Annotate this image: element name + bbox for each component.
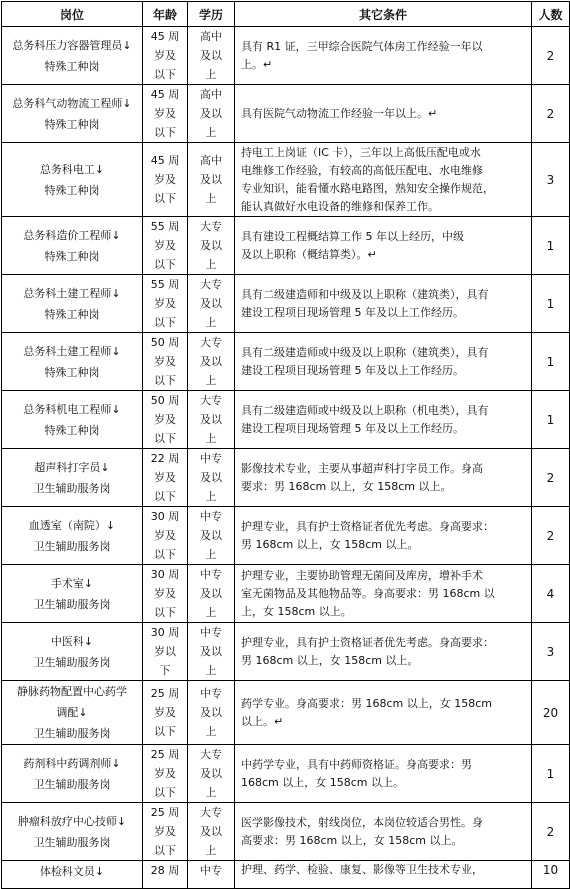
conditions-cell: 具有二级建造师和中级及以上职称（建筑类），具有 建设工程项目现场管理 5 年及以上工作经历。 xyxy=(235,275,532,333)
count-cell: 2 xyxy=(532,803,570,861)
age-cell: 30 周 岁以 下 xyxy=(143,623,188,681)
count-cell: 3 xyxy=(532,623,570,681)
education-cell: 高中 及以 上 xyxy=(188,27,235,85)
post-cell: 总务科机电工程师↓ 特殊工种岗 xyxy=(2,391,143,449)
post-cell: 血透室（南院）↓ 卫生辅助服务岗 xyxy=(2,507,143,565)
education-cell: 大专 及以 上 xyxy=(188,803,235,861)
age-cell: 45 周 岁及 以下 xyxy=(143,85,188,143)
conditions-cell: 护理专业，具有护士资格证者优先考虑。身高要求： 男 168cm 以上，女 158cm 以上。 xyxy=(235,623,532,681)
table-row xyxy=(2,507,570,565)
count-cell: 20 xyxy=(532,681,570,745)
count-cell: 10 xyxy=(532,861,570,889)
header-education: 学历 xyxy=(188,2,235,27)
table-row xyxy=(2,27,570,85)
education-cell: 大专 及以 上 xyxy=(188,217,235,275)
education-cell: 中专 及以 上 xyxy=(188,623,235,681)
age-cell: 25 周 岁及 以下 xyxy=(143,803,188,861)
education-cell: 中专 及以 上 xyxy=(188,681,235,745)
conditions-cell: 具有建设工程概结算工作 5 年以上经历，中级 及以上职称（概结算类）。↵ xyxy=(235,217,532,275)
table-body xyxy=(2,27,570,889)
table-row xyxy=(2,623,570,681)
education-cell: 中专 xyxy=(188,861,235,889)
conditions-cell: 具有二级建造师或中级及以上职称（建筑类），具有 建设工程项目现场管理 5 年及以上工作经历。 xyxy=(235,333,532,391)
conditions-cell: 药学专业。身高要求：男 168cm 以上，女 158cm 以上。↵ xyxy=(235,681,532,745)
count-cell: 3 xyxy=(532,143,570,217)
header-conditions: 其它条件 xyxy=(235,2,532,27)
age-cell: 22 周 岁及 以下 xyxy=(143,449,188,507)
age-cell: 45 周 岁及 以下 xyxy=(143,27,188,85)
conditions-cell: 护理专业，具有护士资格证者优先考虑。身高要求： 男 168cm 以上，女 158cm 以上。 xyxy=(235,507,532,565)
recruitment-table xyxy=(1,1,570,889)
count-cell: 1 xyxy=(532,217,570,275)
table-row xyxy=(2,803,570,861)
education-cell: 大专 及以 上 xyxy=(188,391,235,449)
conditions-cell: 护理专业，主要协助管理无菌间及库房，增补手术 室无菌物品及其他物品等。身高要求：男 168cm 以 上，女 158cm 以上。 xyxy=(235,565,532,623)
conditions-cell: 医学影像技术，射线岗位，本岗位较适合男性。身 高要求：男 168cm 以上，女 158cm 以上。 xyxy=(235,803,532,861)
table-row xyxy=(2,85,570,143)
education-cell: 高中 及以 上 xyxy=(188,143,235,217)
age-cell: 25 周 岁及 以下 xyxy=(143,745,188,803)
table-row xyxy=(2,745,570,803)
count-cell: 1 xyxy=(532,275,570,333)
conditions-cell: 持电工上岗证（IC 卡），三年以上高低压配电或水 电维修工作经验，有较高的高低压配电、水电维修 专业知识，能看懂水路电路图，熟知安全操作规范， 能认真做好水电设备的维修和保养工作。 xyxy=(235,143,532,217)
count-cell: 1 xyxy=(532,391,570,449)
age-cell: 45 周 岁及 以下 xyxy=(143,143,188,217)
header-age: 年龄 xyxy=(143,2,188,27)
table-row xyxy=(2,449,570,507)
table-row xyxy=(2,391,570,449)
age-cell: 25 周 岁及 以下 xyxy=(143,681,188,745)
age-cell: 30 周 岁及 以下 xyxy=(143,507,188,565)
count-cell: 2 xyxy=(532,27,570,85)
conditions-cell: 具有二级建造师或中级及以上职称（机电类），具有 建设工程项目现场管理 5 年及以上工作经历。 xyxy=(235,391,532,449)
age-cell: 50 周 岁及 以下 xyxy=(143,391,188,449)
post-cell: 静脉药物配置中心药学 调配↓ 卫生辅助服务岗 xyxy=(2,681,143,745)
education-cell: 大专 及以 上 xyxy=(188,275,235,333)
conditions-cell: 护理、药学、检验、康复、影像等卫生技术专业， xyxy=(235,861,532,889)
count-cell: 2 xyxy=(532,507,570,565)
post-cell: 肿瘤科放疗中心技师↓ 卫生辅助服务岗 xyxy=(2,803,143,861)
header-row xyxy=(2,2,570,27)
count-cell: 1 xyxy=(532,333,570,391)
post-cell: 药剂科中药调剂师↓ 卫生辅助服务岗 xyxy=(2,745,143,803)
table-row xyxy=(2,681,570,745)
table-row xyxy=(2,333,570,391)
education-cell: 大专 及以 上 xyxy=(188,745,235,803)
post-cell: 总务科土建工程师↓ 特殊工种岗 xyxy=(2,333,143,391)
conditions-cell: 影像技术专业，主要从事超声科打字员工作。身高 要求：男 168cm 以上，女 158cm 以上。 xyxy=(235,449,532,507)
education-cell: 中专 及以 上 xyxy=(188,507,235,565)
age-cell: 55 周 岁及 以下 xyxy=(143,217,188,275)
count-cell: 1 xyxy=(532,745,570,803)
count-cell: 2 xyxy=(532,85,570,143)
age-cell: 28 周 xyxy=(143,861,188,889)
education-cell: 大专 及以 上 xyxy=(188,333,235,391)
table-row xyxy=(2,275,570,333)
header-post: 岗位 xyxy=(2,2,143,27)
count-cell: 4 xyxy=(532,565,570,623)
post-cell: 总务科电工↓ 特殊工种岗 xyxy=(2,143,143,217)
education-cell: 中专 及以 上 xyxy=(188,449,235,507)
post-cell: 总务科气动物流工程师↓ 特殊工种岗 xyxy=(2,85,143,143)
header-count: 人数 xyxy=(532,2,570,27)
age-cell: 50 周 岁及 以下 xyxy=(143,333,188,391)
post-cell: 超声科打字员↓ 卫生辅助服务岗 xyxy=(2,449,143,507)
post-cell: 体检科文员↓ xyxy=(2,861,143,889)
post-cell: 总务科压力容器管理员↓ 特殊工种岗 xyxy=(2,27,143,85)
count-cell: 2 xyxy=(532,449,570,507)
age-cell: 30 周 岁及 以下 xyxy=(143,565,188,623)
education-cell: 中专 及以 上 xyxy=(188,565,235,623)
conditions-cell: 中药学专业，具有中药师资格证。身高要求：男 168cm 以上，女 158cm 以上。 xyxy=(235,745,532,803)
post-cell: 手术室↓ 卫生辅助服务岗 xyxy=(2,565,143,623)
age-cell: 55 周 岁及 以下 xyxy=(143,275,188,333)
table-row xyxy=(2,143,570,217)
conditions-cell: 具有医院气动物流工作经验一年以上。↵ xyxy=(235,85,532,143)
post-cell: 总务科土建工程师↓ 特殊工种岗 xyxy=(2,275,143,333)
table-row xyxy=(2,217,570,275)
table-row xyxy=(2,861,570,889)
table-row xyxy=(2,565,570,623)
education-cell: 高中 及以 上 xyxy=(188,85,235,143)
post-cell: 中医科↓ 卫生辅助服务岗 xyxy=(2,623,143,681)
conditions-cell: 具有 R1 证，三甲综合医院气体房工作经验一年以 上。↵ xyxy=(235,27,532,85)
post-cell: 总务科造价工程师↓ 特殊工种岗 xyxy=(2,217,143,275)
